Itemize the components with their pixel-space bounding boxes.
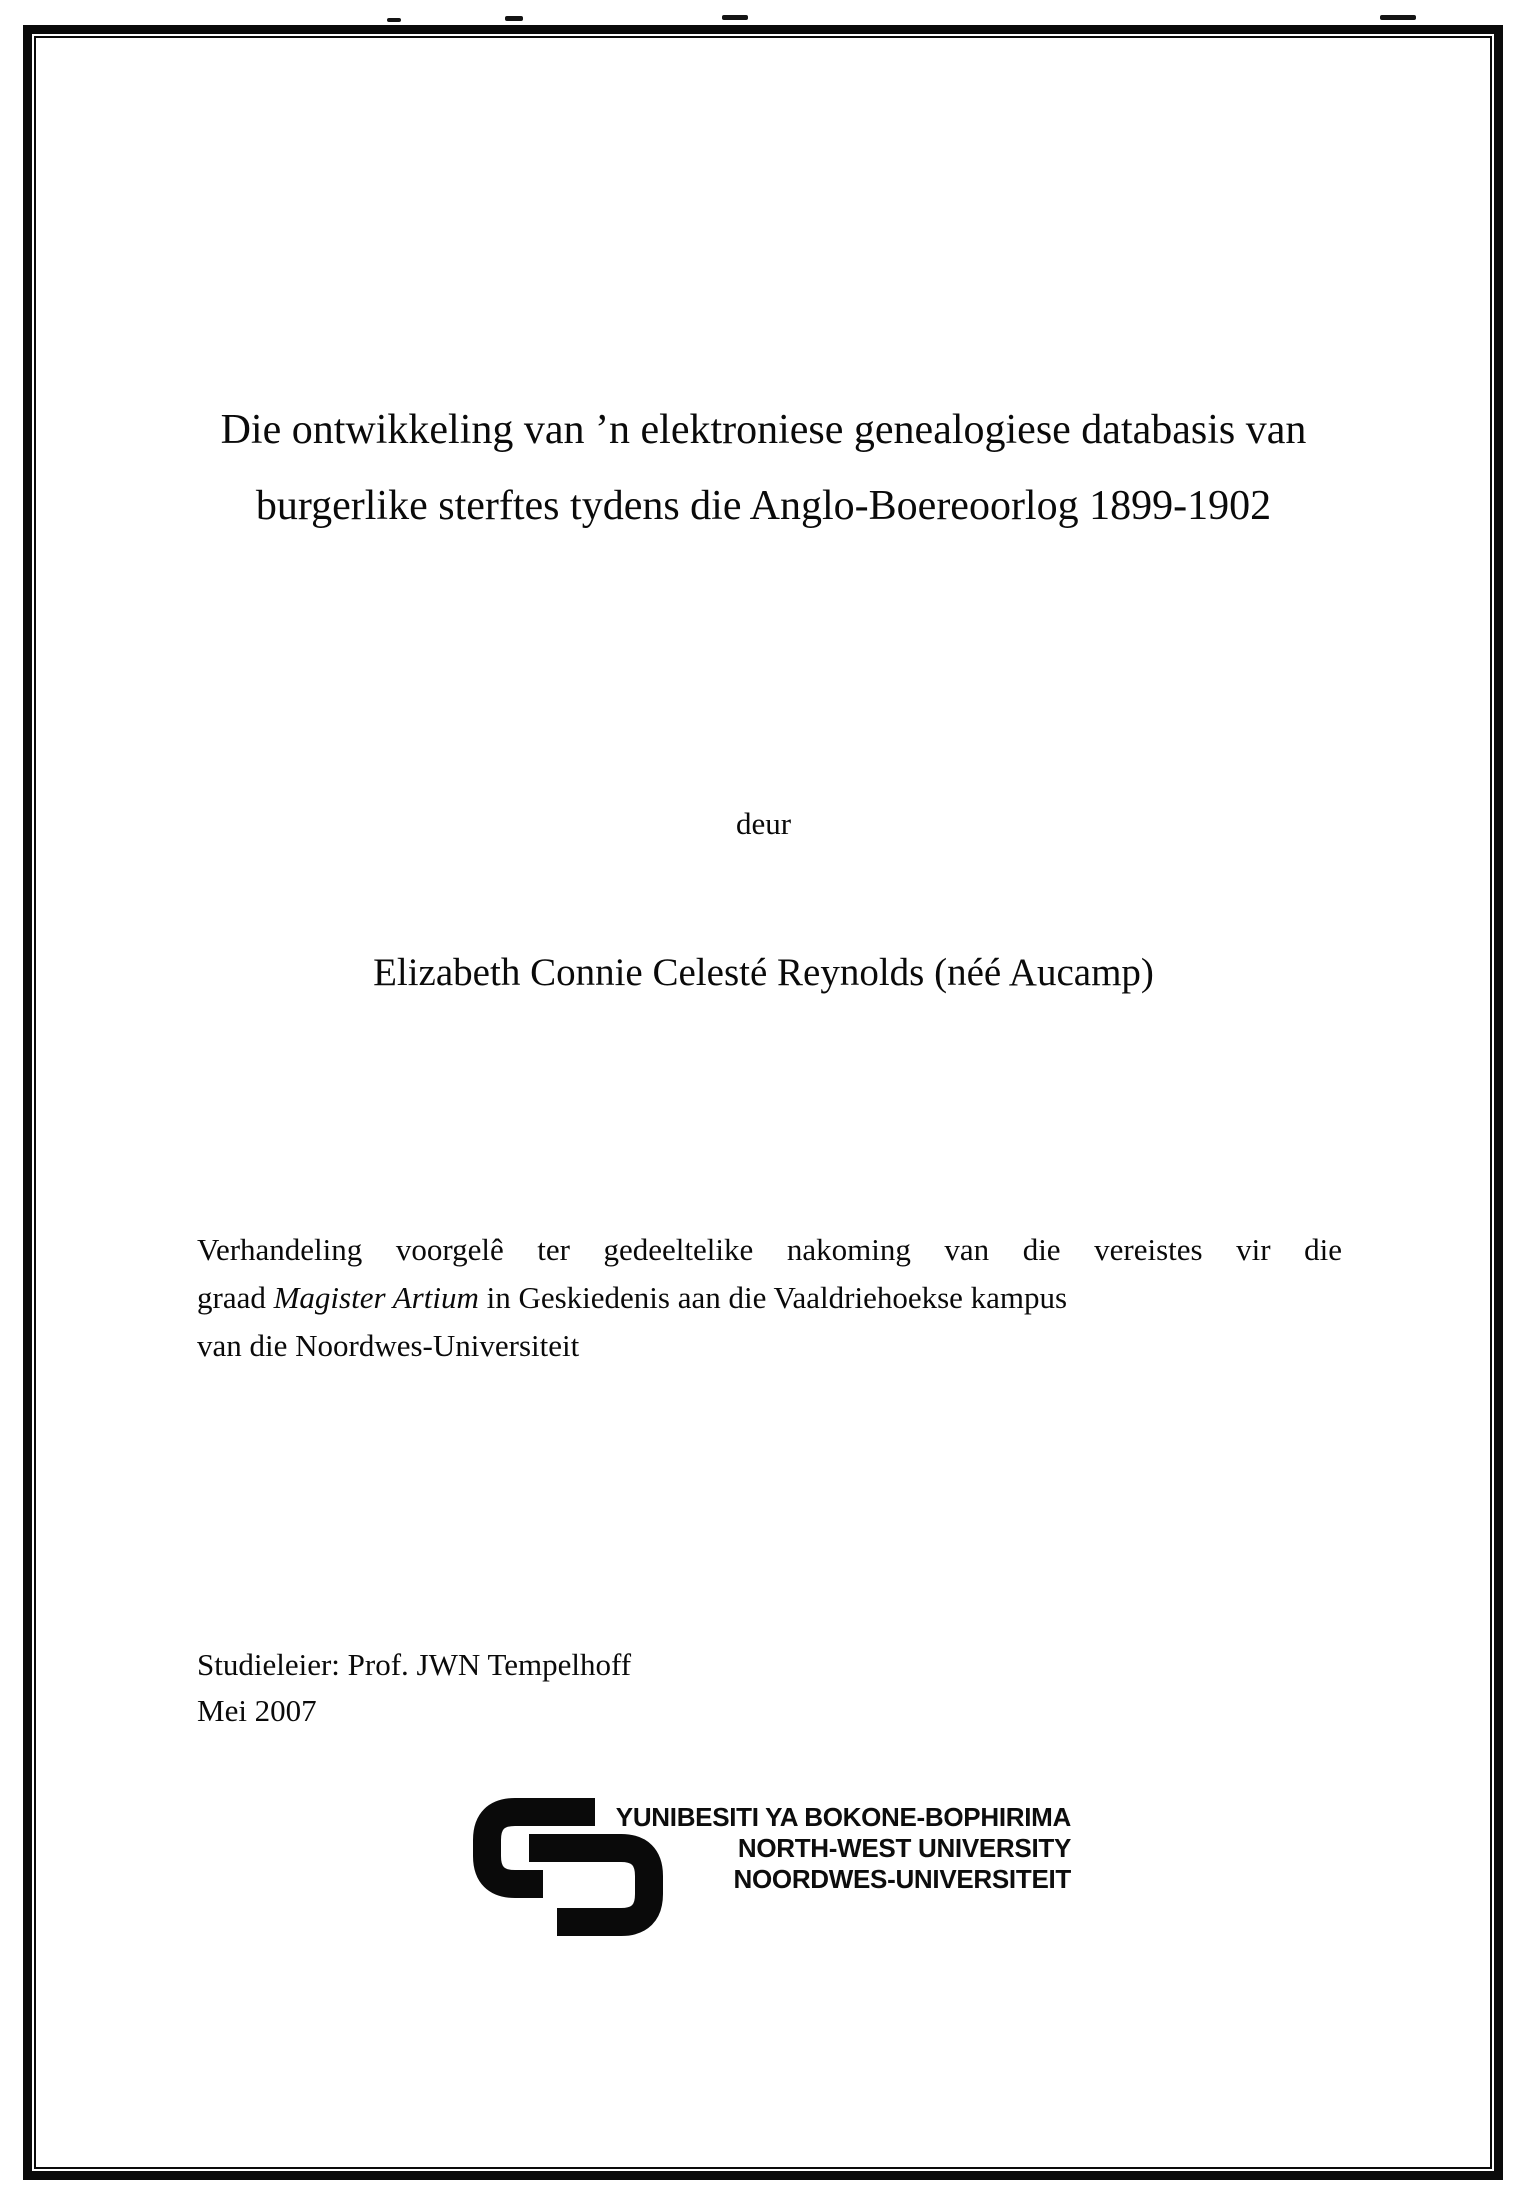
supervisor-block xyxy=(197,1642,1097,1734)
thesis-title-line1: Die ontwikkeling van ’n elektroniese genealogiese databasis van xyxy=(220,407,1307,453)
author-name: Elizabeth Connie Celesté Reynolds (néé Aucamp) xyxy=(373,951,1154,994)
supervisor-line: Studieleier: Prof. JWN Tempelhoff xyxy=(197,1647,632,1682)
scan-artifact xyxy=(722,15,748,20)
degree-statement-line3: van die Noordwes-Universiteit xyxy=(197,1328,580,1363)
nwu-logo-text-afrikaans: NOORDWES-UNIVERSITEIT xyxy=(733,1864,1071,1894)
degree-statement-line2 xyxy=(197,1274,1342,1322)
nwu-logo-text xyxy=(591,1802,1071,1895)
date-line: Mei 2007 xyxy=(197,1693,317,1728)
thesis-title-line2: burgerlike sterftes tydens die Anglo-Boereoorlog 1899-1902 xyxy=(255,483,1272,529)
nwu-logo-text-setswana: YUNIBESITI YA BOKONE-BOPHIRIMA xyxy=(615,1802,1071,1832)
degree-name-italic: Magister Artium xyxy=(273,1280,479,1315)
scan-artifact xyxy=(387,18,401,22)
degree-statement-line1: Verhandeling voorgelê ter gedeeltelike nakoming van die vereistes vir die xyxy=(197,1232,1342,1267)
scan-artifact xyxy=(1380,15,1416,20)
nwu-logo-text-english: NORTH-WEST UNIVERSITY xyxy=(737,1833,1071,1863)
scan-artifact xyxy=(505,16,523,21)
degree-statement xyxy=(197,1226,1342,1370)
degree-statement-line2-prefix: graad xyxy=(197,1280,274,1315)
thesis-title xyxy=(40,392,1487,544)
degree-statement-line2-suffix: in Geskiedenis aan die Vaaldriehoekse kampus xyxy=(478,1280,1068,1315)
byline: deur xyxy=(735,806,792,841)
